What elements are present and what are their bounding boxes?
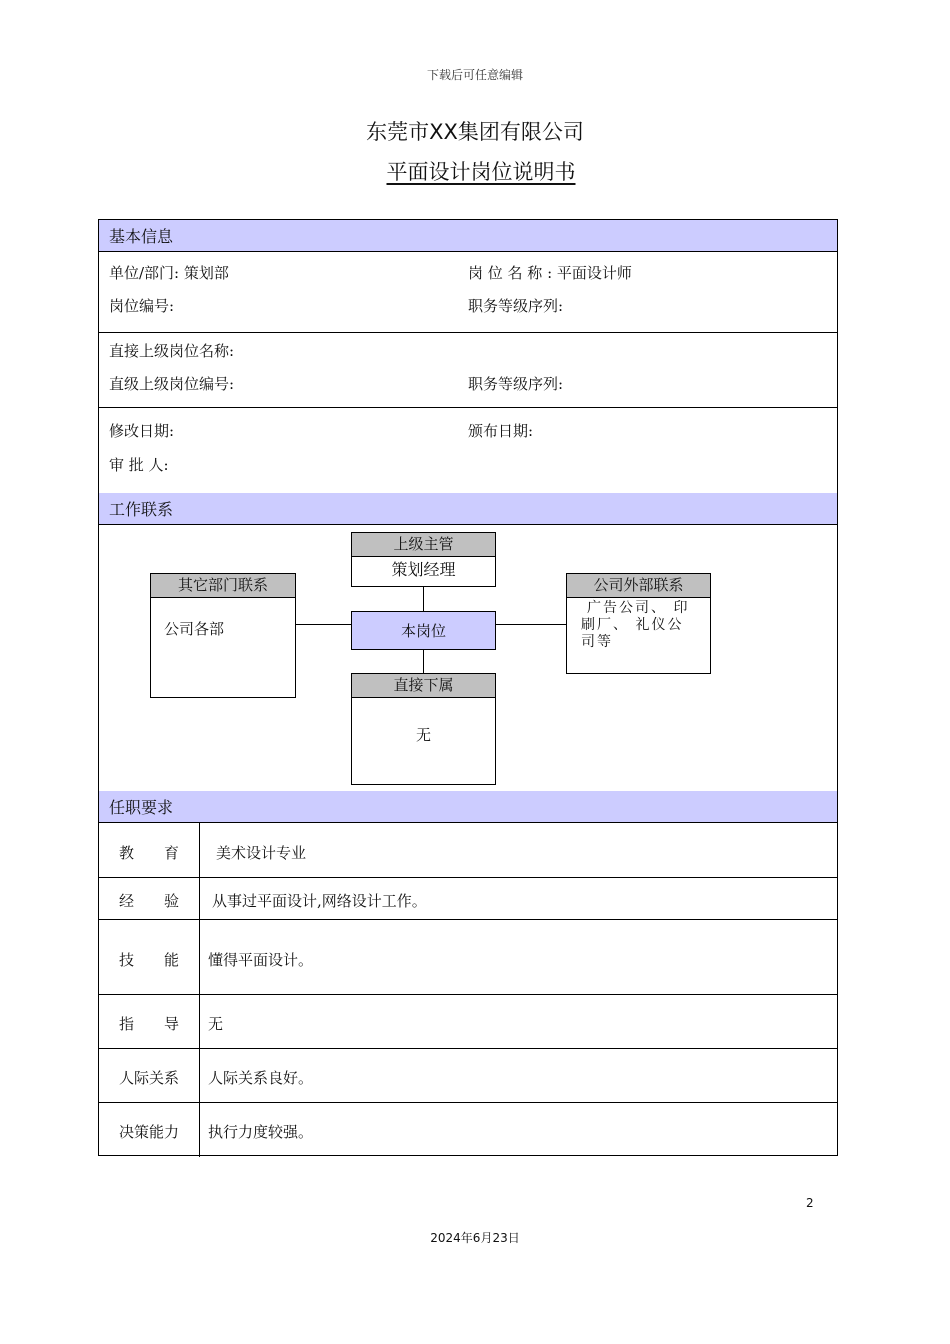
document-title: 平面设计岗位说明书 [386, 160, 576, 184]
external-box-header: 公司外部联系 [567, 574, 710, 598]
external-box-body [581, 600, 689, 651]
grade-field: 职务等级序列: [468, 297, 564, 315]
req-label-guidance: 指 导 [118, 1015, 179, 1033]
column-divider [199, 823, 200, 1157]
req-value-guidance: 无 [208, 1015, 224, 1033]
superior-box-body: 策划经理 [391, 560, 456, 579]
req-label-decision: 决策能力 [118, 1123, 179, 1141]
divider [99, 877, 837, 878]
subordinate-box-header: 直接下属 [352, 674, 495, 698]
company-title: 东莞市XX集团有限公司 [366, 120, 584, 144]
unit-field: 单位/部门: 策划部 [109, 264, 229, 282]
req-label-education: 教 育 [118, 844, 179, 862]
req-label-relations: 人际关系 [118, 1069, 179, 1087]
subordinate-box [351, 673, 496, 785]
superior-box [351, 532, 496, 587]
external-body-line: 司等 [581, 634, 613, 650]
header-note: 下载后可任意编辑 [426, 68, 523, 82]
superior-no-field: 直级上级岗位编号: [109, 375, 235, 393]
external-box [566, 573, 711, 674]
page-number: 2 [806, 1196, 814, 1210]
req-value-experience: 从事过平面设计,网络设计工作。 [212, 892, 427, 910]
position-no-field: 岗位编号: [109, 297, 175, 315]
connector-line [423, 649, 424, 674]
section-basic-info: 基本信息 [99, 220, 837, 252]
other-dept-box [150, 573, 296, 698]
req-value-education: 美术设计专业 [216, 844, 307, 862]
divider [99, 1048, 837, 1049]
footer-date: 2024年6月23日 [430, 1231, 520, 1245]
req-value-relations: 人际关系良好。 [208, 1069, 314, 1087]
req-value-decision: 执行力度较强。 [208, 1123, 314, 1141]
connector-line [295, 624, 352, 625]
divider [99, 407, 837, 408]
issue-date-field: 颁布日期: [468, 422, 534, 440]
external-body-line: 刷厂、 礼仪公 [581, 617, 684, 633]
job-description-table [98, 219, 838, 1156]
approver-field: 审 批 人: [109, 456, 169, 474]
current-position-label: 本岗位 [400, 622, 446, 640]
divider [99, 919, 837, 920]
subordinate-box-body: 无 [415, 726, 431, 744]
connector-line [495, 624, 567, 625]
current-position-box [351, 611, 496, 650]
modify-date-field: 修改日期: [109, 422, 175, 440]
grade-field-2: 职务等级序列: [468, 375, 564, 393]
superior-box-header: 上级主管 [352, 533, 495, 557]
external-body-line: 广告公司、 印 [587, 600, 690, 616]
other-dept-box-header: 其它部门联系 [151, 574, 295, 598]
req-label-skills: 技 能 [118, 951, 179, 969]
req-value-skills: 懂得平面设计。 [208, 951, 314, 969]
position-name-field: 岗 位 名 称 : 平面设计师 [468, 264, 632, 282]
section-work-relations: 工作联系 [99, 493, 837, 525]
superior-name-field: 直接上级岗位名称: [109, 342, 235, 360]
divider [99, 1102, 837, 1103]
other-dept-box-body: 公司各部 [164, 620, 225, 638]
divider [99, 332, 837, 333]
divider [99, 994, 837, 995]
connector-line [423, 587, 424, 612]
section-requirements: 任职要求 [99, 791, 837, 823]
req-label-experience: 经 验 [118, 892, 179, 910]
